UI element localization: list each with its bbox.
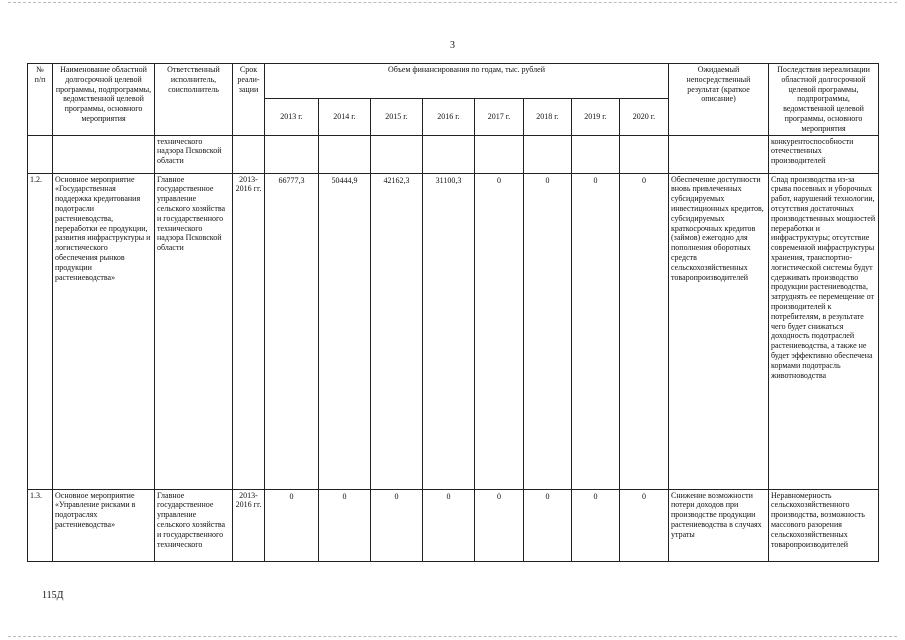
cell-value: 0 [572,489,620,561]
cell-value: 0 [265,489,319,561]
cell-result: Обеспечение доступности вновь привлеченных субсидируемых инвестиционных кредитов, субсидируемых краткосрочных кредитов (займов) ежегодно для пополнения оборотных средств сельскохозяйственных товаропроизводителей [669,173,769,489]
header-name: Наименование областной долгосрочной целевой программы, подпрограммы, ведомственной целевой программы, основного мероприятия [53,64,155,136]
table-row [28,489,879,561]
header-year: 2020 г. [620,98,669,135]
header-row-main [28,64,879,99]
header-funding: Объем финансирования по годам, тыс. рублей [265,64,669,99]
cell-term: 2013-2016 гг. [233,173,265,489]
cell-value: 0 [475,489,524,561]
cell-value: 0 [524,489,572,561]
cell-value: 0 [524,173,572,489]
cell-no: 1.3. [28,489,53,561]
page-footer-code: 115Д [42,590,64,601]
cell-value: 0 [620,173,669,489]
cell-executor: технического надзора Псковской области [155,135,233,173]
cell-value [572,135,620,173]
cell-value [475,135,524,173]
header-year: 2019 г. [572,98,620,135]
cell-value [524,135,572,173]
program-table [27,63,879,562]
cell-value: 0 [475,173,524,489]
cell-value: 0 [572,173,620,489]
cell-value: 0 [371,489,423,561]
cell-no: 1.2. [28,173,53,489]
cell-no [28,135,53,173]
header-result: Ожидаемый непосредственный результат (краткое описание) [669,64,769,136]
cell-term [233,135,265,173]
cell-value: 0 [423,489,475,561]
header-year: 2015 г. [371,98,423,135]
top-border-line [8,2,897,3]
header-consequences: Последствия нереализации областной долгосрочной целевой программы, подпрограммы, ведомственной целевой программы, основного мероприятия [769,64,879,136]
header-year: 2014 г. [319,98,371,135]
cell-value: 0 [319,489,371,561]
cell-executor: Главное государственное управление сельского хозяйства и государственного технического [155,489,233,561]
cell-executor: Главное государственное управление сельского хозяйства и государственного технического надзора Псковской области [155,173,233,489]
page-number: 3 [450,40,455,51]
cell-consequences: конкурентоспособности отечественных производителей [769,135,879,173]
cell-name: Основное мероприятие «Управление рисками в подотраслях растениеводства» [53,489,155,561]
cell-value: 66777,3 [265,173,319,489]
header-year: 2013 г. [265,98,319,135]
cell-term: 2013-2016 гг. [233,489,265,561]
cell-value: 31100,3 [423,173,475,489]
header-year: 2016 г. [423,98,475,135]
table-row [28,135,879,173]
cell-result [669,135,769,173]
cell-result: Снижение возможности потери доходов при производстве продукции растениеводства в случаях утраты [669,489,769,561]
table-row [28,173,879,489]
header-executor: Ответственный исполнитель, соисполнитель [155,64,233,136]
cell-consequences: Спад производства из-за срыва посевных и уборочных работ, нарушений технологии, отсутствия достаточных производственных мощностей переработки и инфраструктуры; отсутствие современной инфраструктуры хранения, транспортно-логистической системы будут сдерживать производство продукции растениеводства, затруднять ее перемещение от производителей к потребителям, в результате чего будет снижаться доходность подотраслей растениеводства, а также не будет эффективно обеспечена кормами подотрасль животноводства [769,173,879,489]
cell-consequences: Неравномерность сельскохозяйственного производства, возможность массового разорения сельскохозяйственных товаропроизводителей [769,489,879,561]
cell-value [319,135,371,173]
cell-value: 42162,3 [371,173,423,489]
cell-value [371,135,423,173]
cell-value: 0 [620,489,669,561]
header-term: Срок реали-зации [233,64,265,136]
header-year: 2018 г. [524,98,572,135]
cell-value [620,135,669,173]
cell-name [53,135,155,173]
cell-value [423,135,475,173]
header-year: 2017 г. [475,98,524,135]
cell-value [265,135,319,173]
header-no: № п/п [28,64,53,136]
cell-name: Основное мероприятие «Государственная поддержка кредитования подотрасли растениеводства, переработки ее продукции, развития инфраструктуры и логистического обеспечения рынков продукции растениеводства» [53,173,155,489]
bottom-border-line [8,636,897,637]
cell-value: 50444,9 [319,173,371,489]
